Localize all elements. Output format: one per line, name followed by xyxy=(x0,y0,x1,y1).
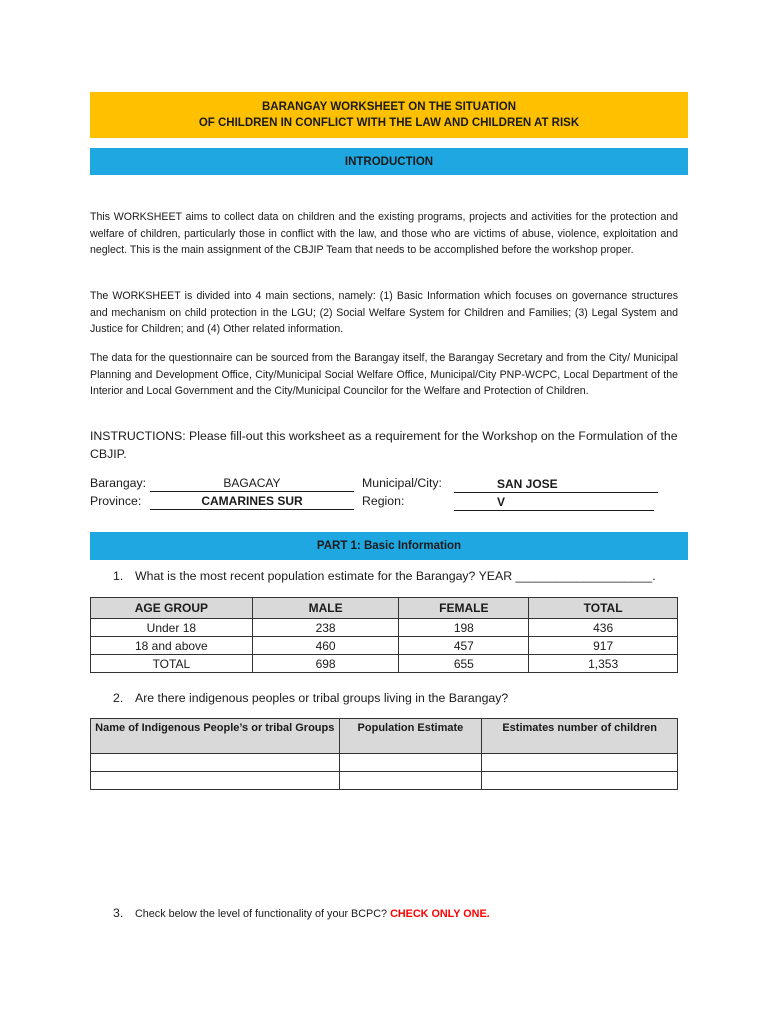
worksheet-title-line2: OF CHILDREN IN CONFLICT WITH THE LAW AND CHILDREN AT RISK xyxy=(198,117,580,129)
indigenous-table-header xyxy=(91,719,678,754)
question-3-text: Check below the level of functionality of your BCPC? xyxy=(135,908,391,920)
table-row xyxy=(91,754,678,772)
part1-heading xyxy=(90,532,688,560)
municipal-label: Municipal/City: xyxy=(362,476,442,490)
cell-total[interactable]: 917 xyxy=(529,637,678,655)
region-field[interactable] xyxy=(454,495,654,511)
table-row xyxy=(91,637,678,655)
cell-indigenous-name[interactable] xyxy=(91,754,340,772)
cell-children-estimate[interactable] xyxy=(482,772,678,790)
table-row xyxy=(91,655,678,673)
municipal-value: SAN JOSE xyxy=(497,477,558,491)
cell-male[interactable]: 238 xyxy=(252,619,399,637)
question-3-number: 3. xyxy=(113,906,124,920)
cell-female[interactable]: 457 xyxy=(399,637,529,655)
question-2-number: 2. xyxy=(113,691,124,705)
header-age-group: AGE GROUP xyxy=(91,598,253,619)
cell-female[interactable]: 655 xyxy=(399,655,529,673)
cell-age-group[interactable]: TOTAL xyxy=(91,655,253,673)
question-2-text: Are there indigenous peoples or tribal groups living in the Barangay? xyxy=(135,691,509,705)
intro-paragraph-1: This WORKSHEET aims to collect data on children and the existing programs, projects and activities for the protection and welfare of children, particularly those in conflict with the law, and those who are victims of abuse, violence, exploitation and neglect. This is the main assignment of the CBJIP Team that needs to be accomplished before the workshop proper. xyxy=(90,211,678,256)
region-value: V xyxy=(497,495,506,509)
header-children-estimate: Estimates number of children xyxy=(482,719,678,754)
table-row xyxy=(91,772,678,790)
intro-paragraph-3: The data for the questionnaire can be sourced from the Barangay itself, the Barangay Secretary and from the City/ Municipal Planning and Development Office, City/Municipal Social Welfare Office, Municipal/City PNP-WCPC, Local Department of the Interior and Local Government and the City/Municipal Councilor for the Welfare and Protection of Children. xyxy=(90,352,678,397)
municipal-field[interactable] xyxy=(454,477,658,493)
province-field[interactable]: CAMARINES SUR xyxy=(150,494,354,510)
header-female: FEMALE xyxy=(399,598,529,619)
part1-heading-text: PART 1: Basic Information xyxy=(316,540,462,552)
question-1-text: What is the most recent population estimate for the Barangay? YEAR ____________________. xyxy=(135,569,656,583)
cell-age-group[interactable]: Under 18 xyxy=(91,619,253,637)
cell-children-estimate[interactable] xyxy=(482,754,678,772)
population-table-header xyxy=(91,598,678,619)
question-3 xyxy=(113,906,490,920)
cell-male[interactable]: 698 xyxy=(252,655,399,673)
province-label: Province: xyxy=(90,494,142,508)
question-1 xyxy=(113,569,656,583)
cell-total[interactable]: 1,353 xyxy=(529,655,678,673)
cell-age-group[interactable]: 18 and above xyxy=(91,637,253,655)
header-indigenous-name: Name of Indigenous People’s or tribal Groups xyxy=(91,719,340,754)
cell-male[interactable]: 460 xyxy=(252,637,399,655)
population-table xyxy=(90,597,678,673)
header-male: MALE xyxy=(252,598,399,619)
worksheet-title-line1: BARANGAY WORKSHEET ON THE SITUATION xyxy=(261,101,517,113)
introduction-heading xyxy=(90,148,688,175)
worksheet-title-band xyxy=(90,92,688,138)
header-total: TOTAL xyxy=(529,598,678,619)
cell-total[interactable]: 436 xyxy=(529,619,678,637)
cell-population-estimate[interactable] xyxy=(339,754,482,772)
table-row xyxy=(91,619,678,637)
instructions-text: INSTRUCTIONS: Please fill-out this worksheet as a requirement for the Workshop on the Formulation of the CBJIP. xyxy=(90,429,678,461)
indigenous-groups-table xyxy=(90,718,678,790)
region-label: Region: xyxy=(362,494,405,508)
question-3-emphasis: CHECK ONLY ONE. xyxy=(390,908,490,920)
intro-paragraph-2: The WORKSHEET is divided into 4 main sections, namely: (1) Basic Information which focuses on governance structures and mechanism on child protection in the LGU; (2) Social Welfare System for Children and Families; (3) Legal System and Justice for Children; and (4) Other related information. xyxy=(90,290,678,335)
question-1-number: 1. xyxy=(113,569,124,583)
header-population-estimate: Population Estimate xyxy=(339,719,482,754)
barangay-label: Barangay: xyxy=(90,476,147,490)
introduction-heading-text: INTRODUCTION xyxy=(344,155,434,168)
barangay-field[interactable]: BAGACAY xyxy=(150,476,354,492)
cell-population-estimate[interactable] xyxy=(339,772,482,790)
cell-indigenous-name[interactable] xyxy=(91,772,340,790)
cell-female[interactable]: 198 xyxy=(399,619,529,637)
question-2 xyxy=(113,691,508,705)
